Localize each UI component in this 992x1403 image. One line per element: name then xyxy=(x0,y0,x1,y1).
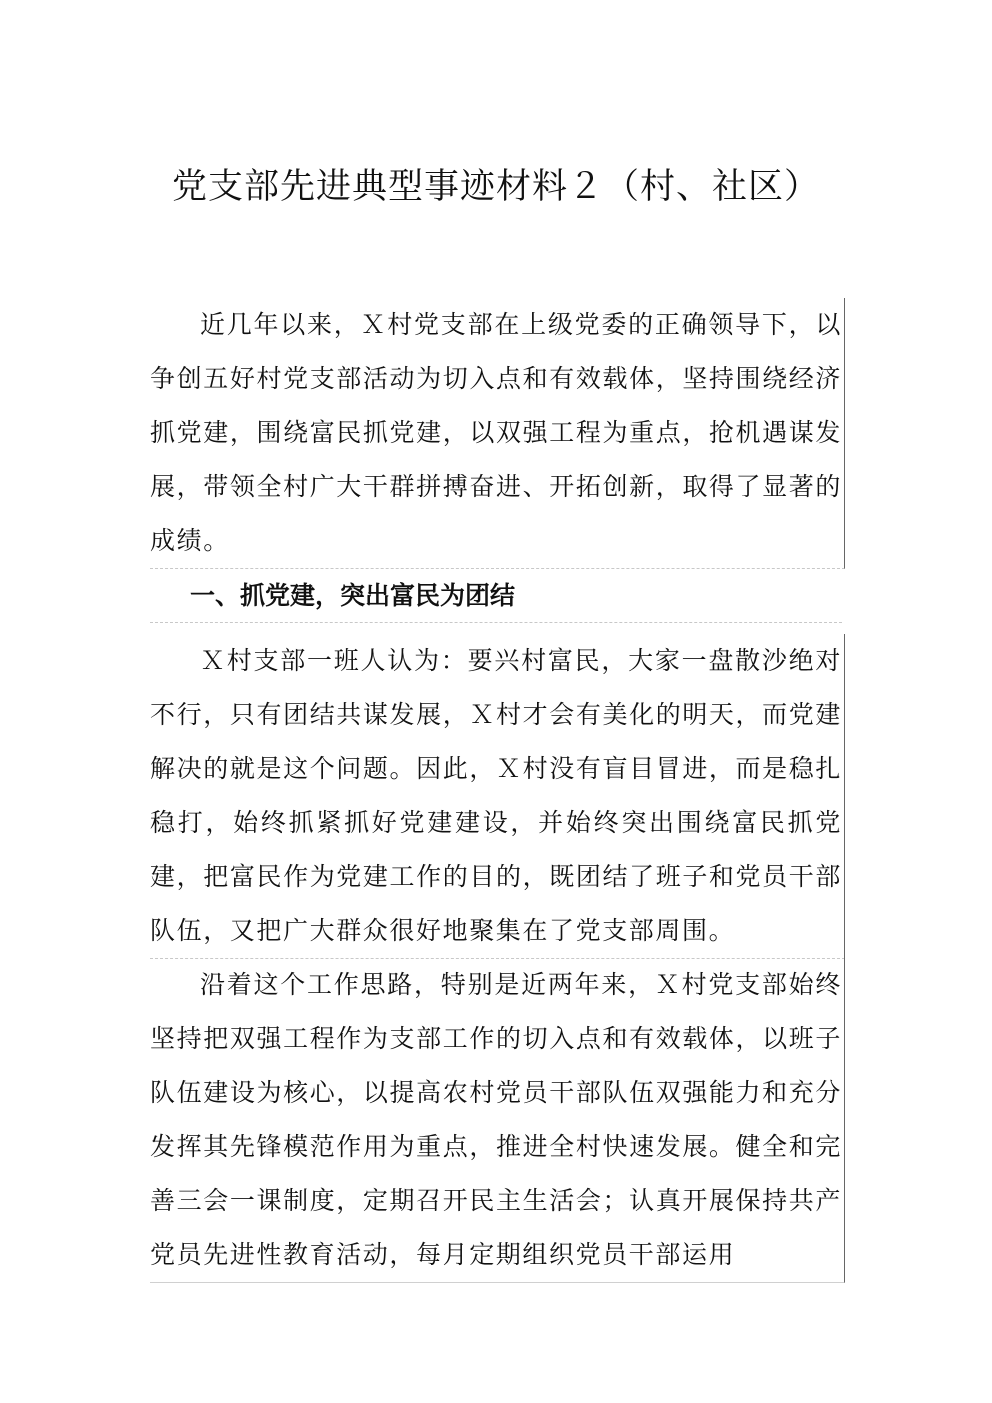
paragraph-unity: Ｘ村支部一班人认为：要兴村富民，大家一盘散沙绝对不行，只有团结共谋发展，Ｘ村才会有美化的明天，而党建解决的就是这个问题。因此，Ｘ村没有盲目冒进，而是稳扎稳打，始终抓紧抓好党建建设，并始终突出围绕富民抓党建，把富民作为党建工作的目的，既团结了班子和党员干部队伍，又把广大群众很好地聚集在了党支部周围。 xyxy=(150,634,845,959)
document-title: 党支部先进典型事迹材料２（村、社区） xyxy=(171,167,820,207)
paragraph-intro: 近几年以来，Ｘ村党支部在上级党委的正确领导下，以争创五好村党支部活动为切入点和有效载体，坚持围绕经济抓党建，围绕富民抓党建，以双强工程为重点，抢机遇谋发展，带领全村广大干群拼搏奋进、开拓创新，取得了显著的成绩。 xyxy=(150,298,845,569)
paragraph-work-approach: 沿着这个工作思路，特别是近两年来，Ｘ村党支部始终坚持把双强工程作为支部工作的切入点和有效载体，以班子队伍建设为核心，以提高农村党员干部队伍双强能力和充分发挥其先锋模范作用为重点，推进全村快速发展。健全和完善三会一课制度，定期召开民主生活会；认真开展保持共产党员先进性教育活动，每月定期组织党员干部运用 xyxy=(150,958,845,1283)
section-heading: 一、抓党建，突出富民为团结 xyxy=(150,570,842,623)
